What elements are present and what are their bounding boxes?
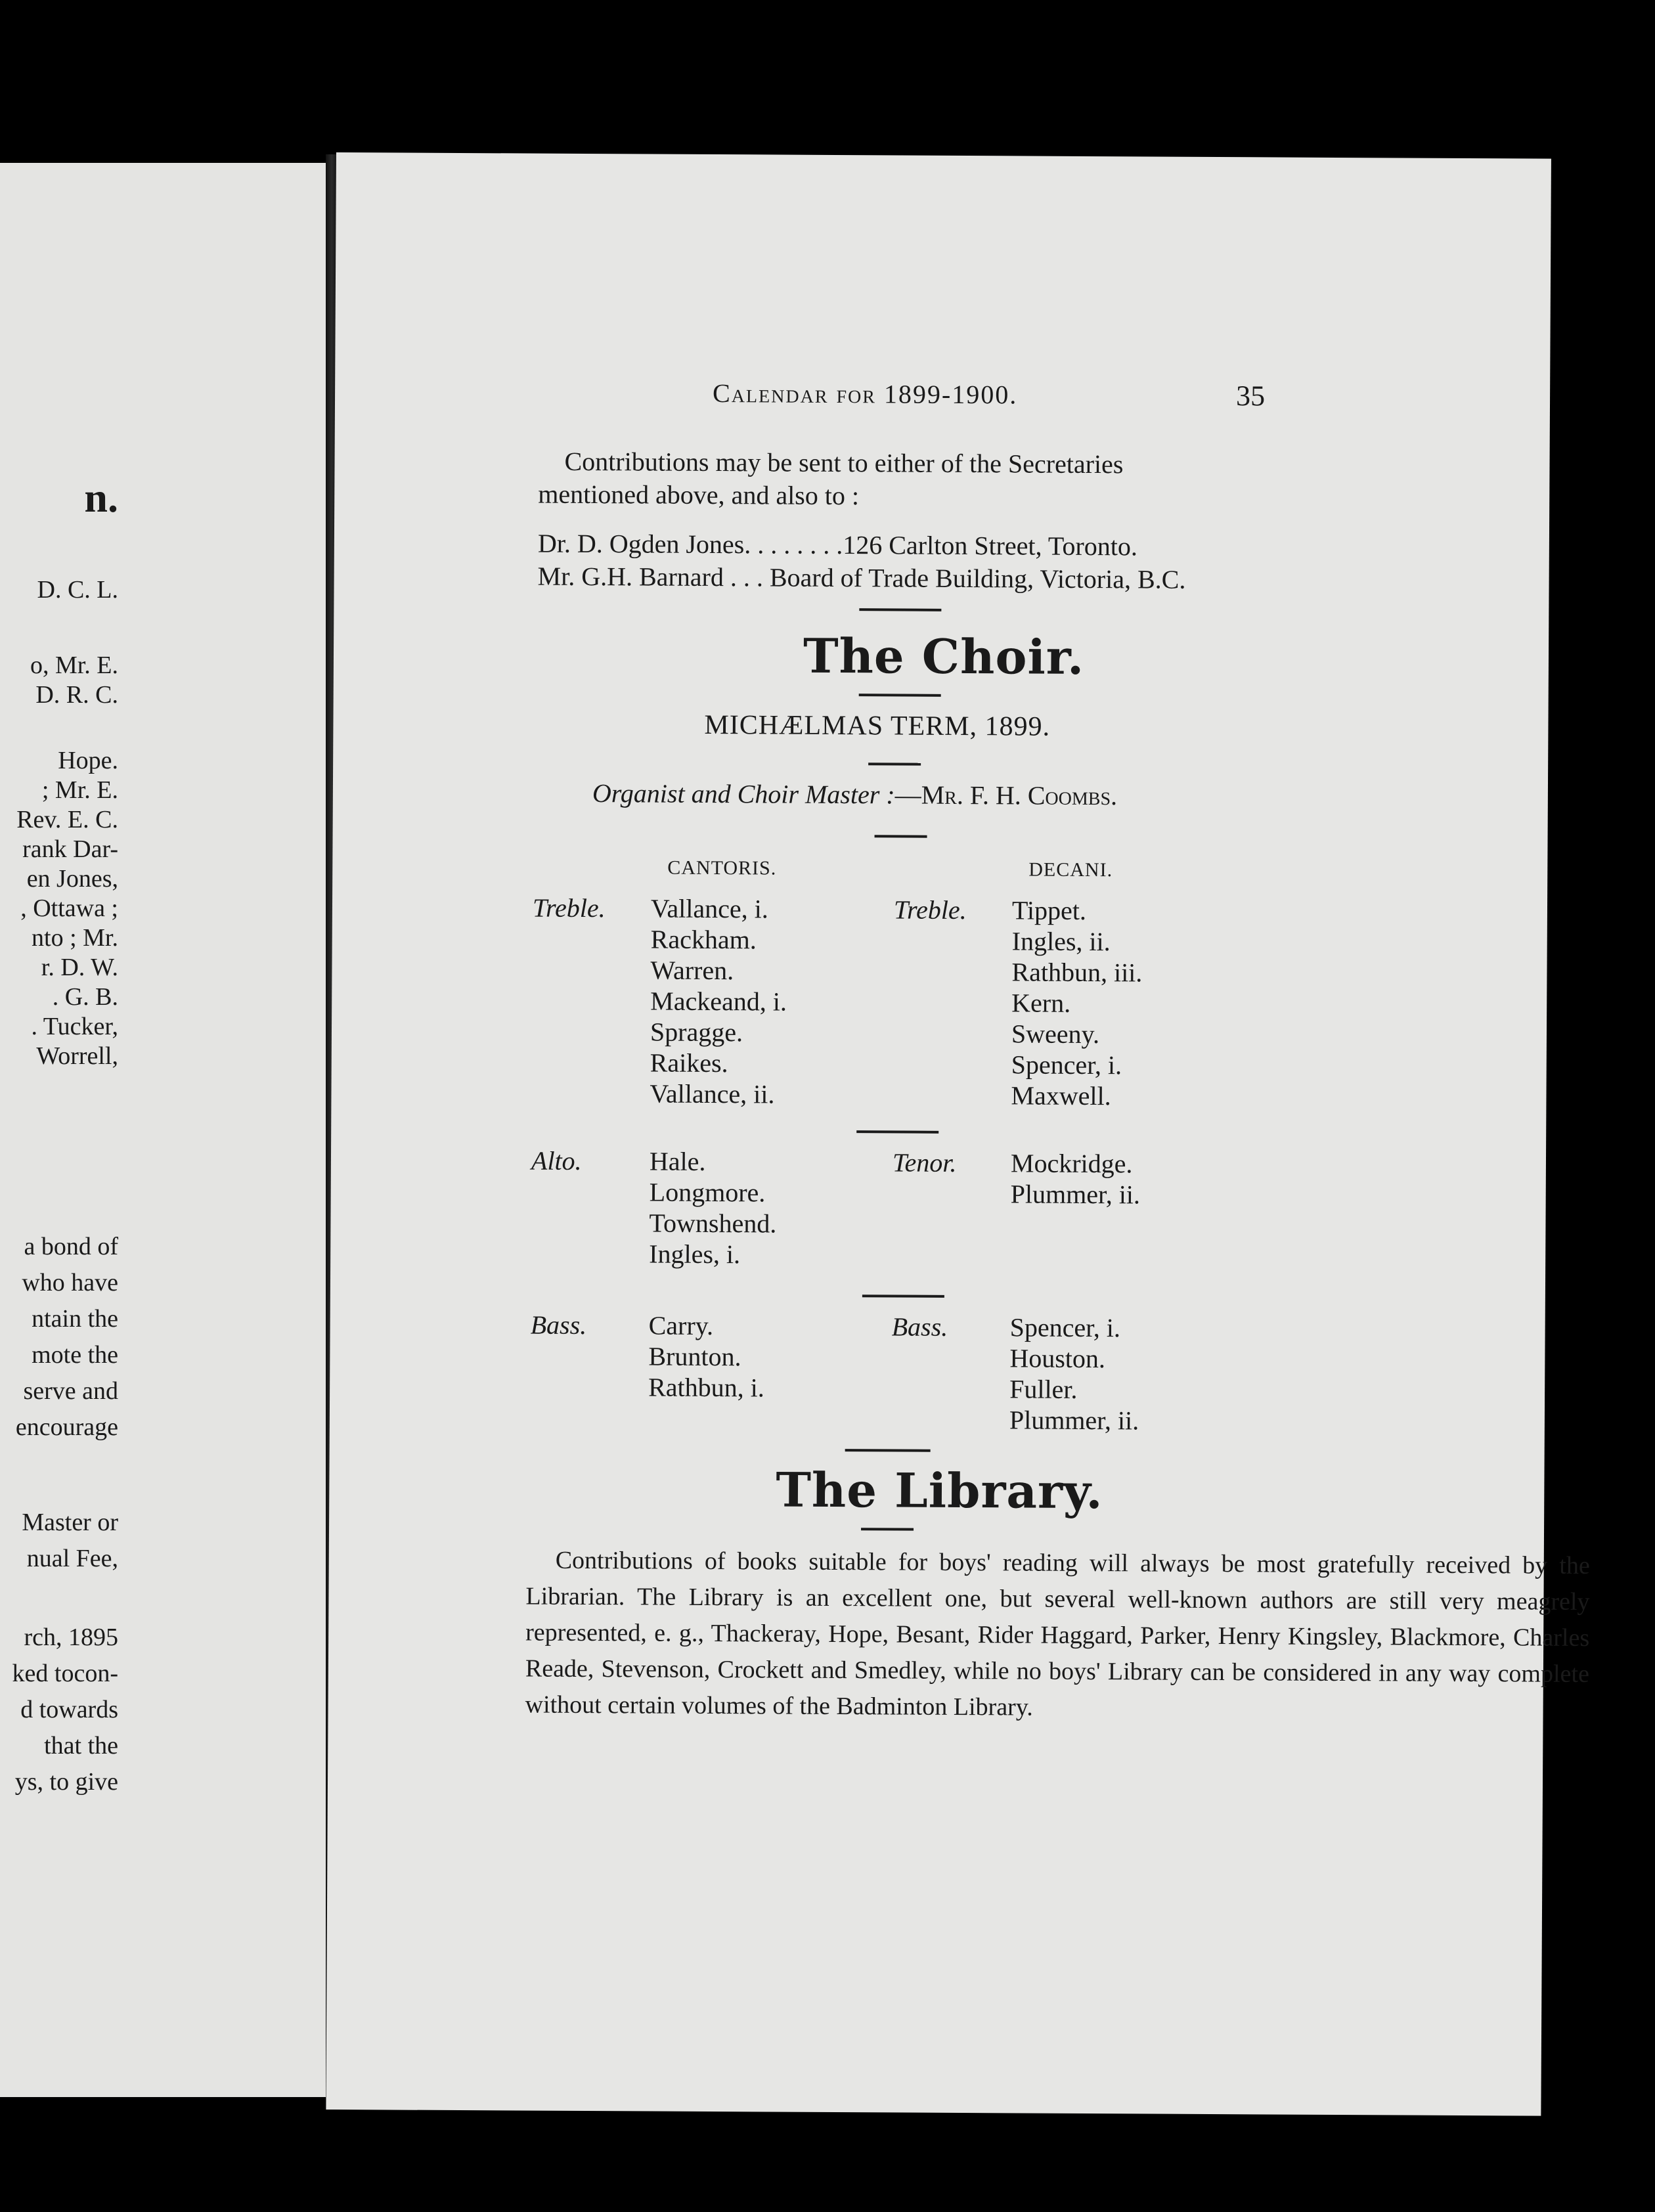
decani-bass-name: Fuller. <box>1009 1374 1078 1404</box>
decani-treble-name: Rathbun, iii. <box>1011 957 1143 988</box>
term-heading: MICHÆLMAS TERM, 1899. <box>704 709 1051 742</box>
cantoris-treble-name: Spragge. <box>650 1017 743 1048</box>
library-title: The Library. <box>776 1461 1103 1520</box>
right-page <box>326 152 1590 2116</box>
left-page-text-line: that the <box>44 1732 118 1759</box>
contact-barnard: Mr. G.H. Barnard . . . Board of Trade Building, Victoria, B.C. <box>537 561 1186 594</box>
choir-title: The Choir. <box>803 627 1085 685</box>
rule-after-term <box>868 763 921 765</box>
decani-bass-name: Spencer, i. <box>1009 1312 1121 1343</box>
decani-treble-name: Kern. <box>1011 988 1071 1018</box>
cantoris-treble-name: Rackham. <box>650 924 757 955</box>
contributions-intro-line-2: mentioned above, and also to : <box>538 479 860 511</box>
page-number: 35 <box>1235 380 1266 412</box>
organist-name: —Mr. F. H. Coombs. <box>894 780 1118 811</box>
left-page-text-line: ys, to give <box>14 1768 118 1796</box>
cantoris-treble-name: Vallance, i. <box>650 893 768 924</box>
rule-after-treble <box>856 1130 938 1134</box>
decani-treble-name: Tippet. <box>1011 895 1087 925</box>
left-page-text-line: rch, 1895 <box>24 1624 118 1651</box>
decani-tenor-name: Plummer, ii. <box>1010 1179 1141 1210</box>
decani-treble-name: Maxwell. <box>1011 1080 1111 1111</box>
rule-after-alto <box>862 1294 944 1298</box>
decani-bass-name: Plummer, ii. <box>1009 1405 1139 1436</box>
cantoris-alto-name: Longmore. <box>649 1177 766 1208</box>
left-page-text-line: D. C. L. <box>37 576 118 604</box>
cantoris-treble-name: Vallance, ii. <box>650 1078 775 1109</box>
decani-treble-label: Treble. <box>893 895 967 925</box>
cantoris-bass-name: Carry. <box>648 1310 714 1341</box>
decani-treble-name: Spencer, i. <box>1011 1050 1122 1080</box>
rule-after-choir-title <box>859 694 941 697</box>
left-page-text-line: , Ottawa ; <box>20 895 118 922</box>
contact-ogden-jones: Dr. D. Ogden Jones. . . . . . . .126 Carlton Street, Toronto. <box>537 528 1138 562</box>
decani-bass-name: Houston. <box>1009 1343 1106 1374</box>
running-title: Calendar for 1899-1900. <box>712 378 1018 410</box>
decani-bass-label: Bass. <box>891 1312 948 1342</box>
left-page-text-line: Rev. E. C. <box>16 806 118 833</box>
left-page-text-line: who have <box>22 1269 118 1296</box>
decani-tenor-label: Tenor. <box>892 1147 957 1178</box>
left-page <box>0 163 332 2097</box>
left-page-text-line: ; Mr. E. <box>41 776 118 804</box>
left-page-text-line: a bond of <box>24 1233 118 1260</box>
left-page-text-line: . Tucker, <box>31 1013 118 1040</box>
cantoris-alto-name: Hale. <box>649 1146 706 1176</box>
left-page-text-line: ked tocon- <box>12 1660 118 1687</box>
decani-heading: DECANI. <box>1028 858 1113 881</box>
organist-label: Organist and Choir Master : <box>592 778 895 810</box>
left-page-text-line: nto ; Mr. <box>32 924 118 952</box>
decani-treble-name: Sweeny. <box>1011 1019 1100 1050</box>
left-page-text-line: ntain the <box>32 1305 118 1333</box>
left-page-text-line: d towards <box>20 1696 118 1723</box>
cantoris-alto-name: Townshend. <box>649 1208 777 1239</box>
cantoris-treble-name: Raikes. <box>650 1048 728 1078</box>
cantoris-treble-label: Treble. <box>532 893 606 923</box>
left-page-text-line: D. R. C. <box>35 681 118 709</box>
rule-after-organist <box>875 835 927 837</box>
cantoris-treble-name: Warren. <box>650 955 734 986</box>
cantoris-treble-name: Mackeand, i. <box>650 986 787 1017</box>
cantoris-heading: CANTORIS. <box>667 856 777 879</box>
left-page-text-line: . G. B. <box>52 983 118 1011</box>
cantoris-bass-name: Brunton. <box>648 1341 741 1372</box>
library-paragraph: Contributions of books suitable for boys' reading will always be most gratefully received by the Librarian. The Library is an excellent one, but several well-known authors are still very meagrely represented, e. g., Thackeray, Hope, Besant, Rider Haggard, Parker, Henry Kingsley, Blackmore, Charles Reade, Stevenson, Crockett and Smedley, while no boys' Library can be considered in any way complete without certain volumes of the Badminton Library. <box>525 1546 1590 1721</box>
cantoris-bass-label: Bass. <box>530 1310 587 1340</box>
decani-tenor-name: Mockridge. <box>1010 1148 1133 1179</box>
left-page-text-line: encourage <box>15 1413 118 1441</box>
left-page-text-line: Worrell, <box>36 1042 118 1070</box>
left-page-text-line: rank Dar- <box>22 835 118 863</box>
cantoris-alto-name: Ingles, i. <box>649 1239 741 1270</box>
cantoris-bass-name: Rathbun, i. <box>648 1372 764 1403</box>
organist-line <box>592 778 1117 811</box>
left-page-text-line: Hope. <box>58 747 118 774</box>
contributions-intro-line-1: Contributions may be sent to either of the Secretaries <box>564 446 1124 479</box>
left-page-text-line: en Jones, <box>26 865 118 893</box>
left-page-text-line: nual Fee, <box>26 1545 118 1572</box>
left-page-text-line: serve and <box>23 1377 118 1405</box>
left-page-text-line: r. D. W. <box>41 954 118 981</box>
cantoris-alto-label: Alto. <box>531 1145 582 1176</box>
rule-before-choir <box>859 608 941 611</box>
left-page-text-line: o, Mr. E. <box>30 652 118 679</box>
left-page-text-line: Master or <box>22 1509 118 1536</box>
decani-treble-name: Ingles, ii. <box>1011 926 1111 957</box>
rule-after-library-title <box>861 1528 914 1530</box>
left-page-text-line: n. <box>84 474 118 521</box>
left-page-text-line: mote the <box>32 1341 118 1369</box>
rule-before-library <box>845 1449 931 1452</box>
